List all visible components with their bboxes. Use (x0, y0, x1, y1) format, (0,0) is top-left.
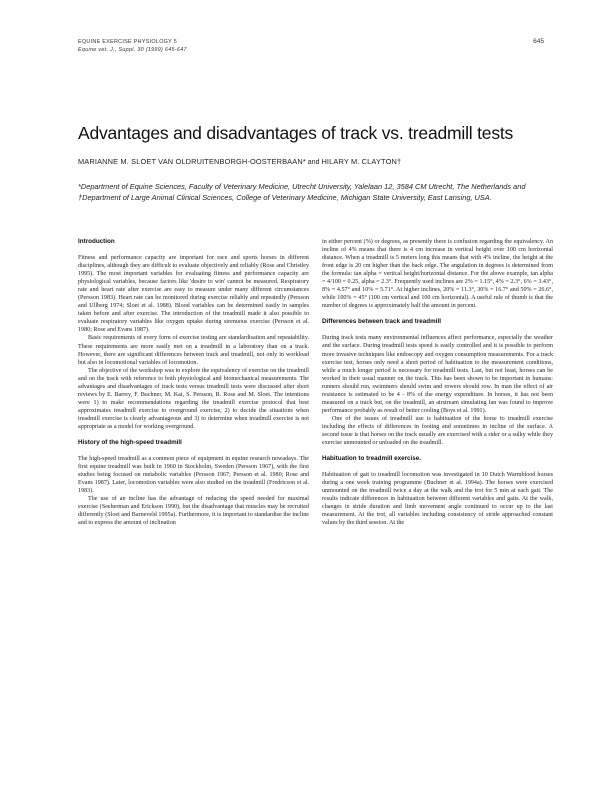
history-paragraph-1: The high-speed treadmill as a common piece of equipment in equine research nowadays. The first equine treadmill was built in 1960 in Stockholm, Sweden (Persson 1967), with the first studies being focused on metabolic variables (Persson 1967; Persson et al. 1980; Rose and Evans 1987). Later, locomotion variables were also studied on the treadmill (Fredricson et al. 1983). (78, 456, 309, 495)
history-heading: History of the high-speed treadmill (78, 439, 182, 447)
differences-paragraph-1: During track tests many environmental influences affect performance, especially the weather and the surface. During treadmill tests speed is easily controlled and it is possible to perform more invasive techniques like endoscopy and oxygen consumption measurements. For a track exercise test, horses only need a short period of habituation to the measurement conditions, while a much longer period is necessary for treadmill tests. Last, but not least, horses can be worked in their usual manner on the track. This has been shown to be important in humans: runners should run, swimmers should swim and rowers should row. In man the effect of air resistance is estimated to be 4 - 8% of the energy expenditure. In horses, it has not been measured on a track but, on the treadmill, an airstream simulating fan was found to improve performance probably as result of better cooling (Boys et al. 1991). (322, 335, 553, 414)
page-number: 645 (533, 38, 544, 45)
author-2: HILARY M. CLAYTON† (321, 157, 402, 166)
intro-paragraph-1: Fitness and performance capacity are important for race and sports horses in different disciplines, although they are difficult to evaluate objectively and reliably (Rose and Christley 1995). The most important variables for evaluating fitness and performance capacity are physiological variables, because factors like 'desire to win' cannot be measured. Respiratory rate and heart rate after exercise are easy to measure under many different circumstances (Persson 1983). Heart rate can be monitored during exercise reliably and repeatedly (Persson and Ullberg 1974; Sloet et al. 1988). Blood variables can be determined easily in samples taken before and after exercise. The introduction of the treadmill made it also possible to evaluate respiratory variables like oxygen uptake during strenuous exercise (Persson et al. 1980; Rose and Evans 1987). (78, 255, 309, 334)
differences-heading: Differences between track and treadmill (322, 318, 441, 326)
affiliations: *Department of Equine Sciences, Faculty of Veterinary Medicine, Utrecht University, Yalelaan 12, 3584 CM Utrecht, The Netherlands and †Department of Large Animal Clinical Sciences, College of Veterinary Medicine, Michigan State University, East Lansing, USA. (78, 182, 526, 202)
intro-paragraph-3: The objective of the workshop was to explore the equivalency of exercise on the treadmill and on the track with reference to both physiological and biomechanical measurements. The advantages and disadvantages of track tests versus treadmill tests were discussed after short reviews by E. Barrey, F. Buchner, M. Kai, S. Persson, R. Rose and M. Sloet. The intentions were 1) to make recommendations regarding the treadmill exercise protocol that best approximates treadmill exercise to overground exercise, 2) to decide the situations when treadmill exercise is clearly advantageous and 3) to determine when treadmill exercise is not appropriate as a model for working overground. (78, 367, 309, 430)
right-column (322, 238, 553, 527)
author-line (78, 157, 558, 168)
author-conjunction: and (305, 159, 322, 166)
journal-reference: Equine vet. J., Suppl. 30 (1999) 645-647 (78, 47, 187, 53)
introduction-heading: Introduction (78, 238, 115, 245)
history-paragraph-2: The use of an incline has the advantage of reducing the speed needed for maximal exercise (Seeherman and Erickson 1990), but the disadvantage that muscles may be recruited differently (Sloet and Barneveld 1995a). Furthermore, it is important to standardise the incline and to express the amount of inclination (78, 496, 309, 527)
incline-paragraph: in either percent (%) or degrees, as presently there is confusion regarding the equivalency. An incline of 4% means that there is 4 cm increase in vertical height over 100 cm horizontal distance. When a treadmill is 5 meters long this means that with 4% incline, the height at the front edge is 20 cm higher than the back edge. The angulation in degrees is determined from the formula: tan alpha = vertical height/horizontal distance. For the above example, tan alpha = 4/100 = 0.25, alpha = 2.3°. Frequently used inclines are 2% = 1.15°, 4% = 2.3°, 6% = 3.43°, 8% = 4.57° and 10% = 5.71°. At higher inclines, 20% = 11.3°, 30% = 16.7° and 50% = 26.6°, while 100% = 45° (100 cm vertical and 100 cm horizontal). A useful rule of thumb is that the number of degrees is approximately half the amount in percent. (322, 239, 553, 310)
habituation-heading: Habituation to treadmill exercise. (322, 455, 422, 463)
running-header (78, 38, 187, 54)
running-title: EQUINE EXERCISE PHYSIOLOGY 5 (78, 39, 178, 45)
differences-paragraph-2: One of the issues of treadmill use is habituation of the horse to treadmill exercise including the effects of differences in footing and sometimes in incline of the surface. A second issue is that horses on the track usually are exercised with a rider or a sulky while they exercise unmounted or unloaded on the treadmill. (322, 415, 553, 447)
habituation-paragraph-1: Habituation of gait to treadmill locomotion was investigated in 10 Dutch Warmblood horses during a one week training programme (Buchner et al. 1994a). The horses were exercised unmounted on the treadmill twice a day at the walk and the trot for 5 min at each gait. The results indicate differences in habituation between different variables and gaits. At the walk, changes in stride duration and limb movement angle continued to occur up to the last measurement. At the trot, all variables including consistency of stride approached constant values by the third session. At the (322, 472, 553, 527)
intro-paragraph-2: Basic requirements of every form of exercise testing are standardisation and repeatability. These requirements are more easily met on a treadmill in a laboratory than on a track. However, there are significant differences between track and treadmill, not only in workload but also in locomotional variables of locomotion. (78, 335, 309, 366)
left-column (78, 238, 309, 527)
article-title: Advantages and disadvantages of track vs. treadmill tests (78, 123, 514, 143)
author-1: MARIANNE M. SLOET VAN OLDRUITENBORGH-OOSTERBAAN* (78, 157, 306, 166)
